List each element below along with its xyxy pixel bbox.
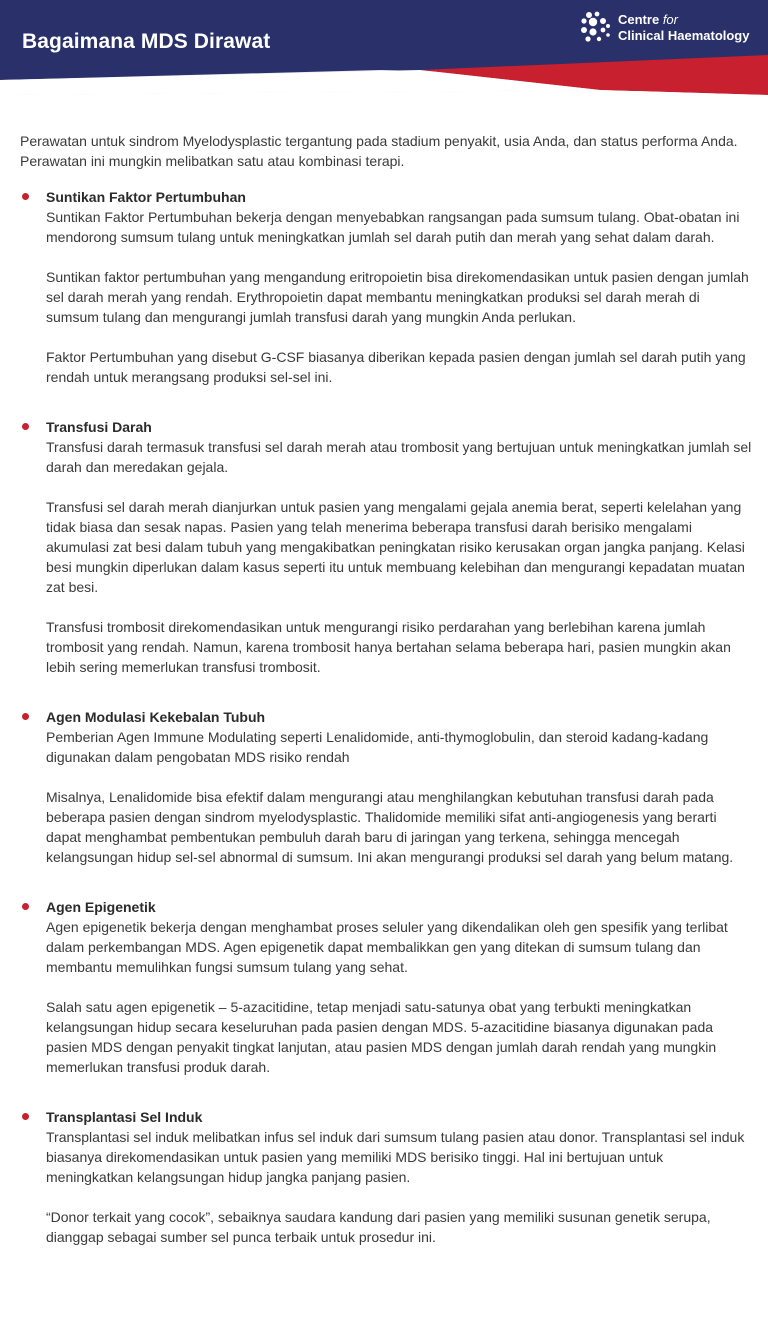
section-paragraph: Suntikan faktor pertumbuhan yang mengandung eritropoietin bisa direkomendasikan untuk pasien dengan jumlah sel darah merah yang rendah. Erythropoietin dapat membantu meningkatkan produksi sel darah merah di sumsum tulang dan mengurangi jumlah transfusi darah yang mungkin Anda perlukan. bbox=[46, 269, 749, 325]
centre-logo bbox=[580, 10, 760, 46]
section-heading: Agen Epigenetik bbox=[46, 899, 156, 915]
section-immune-modulation bbox=[20, 707, 752, 867]
section-blood-transfusion bbox=[20, 417, 752, 677]
bullet-icon bbox=[22, 423, 29, 430]
page-header bbox=[0, 0, 768, 95]
section-paragraph: “Donor terkait yang cocok”, sebaiknya saudara kandung dari pasien yang memiliki susunan genetik serupa, dianggap sebagai sumber sel punca terbaik untuk prosedur ini. bbox=[46, 1209, 711, 1245]
section-growth-factor bbox=[20, 187, 752, 387]
intro-paragraph: Perawatan untuk sindrom Myelodysplastic tergantung pada stadium penyakit, usia Anda, dan status performa Anda. Perawatan ini mungkin melibatkan satu atau kombinasi terapi. bbox=[20, 133, 738, 169]
page-title: Bagaimana MDS Dirawat bbox=[22, 30, 271, 53]
section-stem-cell-transplant bbox=[20, 1107, 752, 1247]
section-heading: Suntikan Faktor Pertumbuhan bbox=[46, 189, 246, 205]
section-paragraph: Salah satu agen epigenetik – 5-azacitidine, tetap menjadi satu-satunya obat yang terbukti meningkatkan kelangsungan hidup secara keseluruhan pada pasien dengan MDS. 5-azacitidine biasanya digunakan pada pasien MDS dengan penyakit tingkat lanjutan, atau pasien MDS dengan jumlah darah rendah yang mungkin memerlukan transfusi produk darah. bbox=[46, 999, 717, 1075]
section-paragraph: Faktor Pertumbuhan yang disebut G-CSF biasanya diberikan kepada pasien dengan jumlah sel darah putih yang rendah untuk merangsang produksi sel-sel ini. bbox=[46, 349, 746, 385]
section-paragraph: Transfusi darah termasuk transfusi sel darah merah atau trombosit yang bertujuan untuk meningkatkan jumlah sel darah dan meredakan gejala. bbox=[46, 439, 752, 475]
logo-text-line1: Centre for bbox=[618, 12, 678, 27]
logo-dots-icon bbox=[580, 10, 614, 44]
bullet-icon bbox=[22, 903, 29, 910]
section-paragraph: Transfusi trombosit direkomendasikan untuk mengurangi risiko perdarahan yang berlebihan karena jumlah trombosit yang rendah. Namun, karena trombosit hanya bertahan selama beberapa hari, pasien mungkin akan lebih sering memerlukan transfusi trombosit. bbox=[46, 619, 731, 675]
section-heading: Transplantasi Sel Induk bbox=[46, 1109, 203, 1125]
bullet-icon bbox=[22, 713, 29, 720]
article-body bbox=[20, 131, 752, 1277]
section-paragraph: Suntikan Faktor Pertumbuhan bekerja dengan menyebabkan rangsangan pada sumsum tulang. Obat-obatan ini mendorong sumsum tulang untuk meningkatkan jumlah sel darah putih dan merah yang sehat dalam darah. bbox=[46, 209, 740, 245]
section-paragraph: Pemberian Agen Immune Modulating seperti Lenalidomide, anti-thymoglobulin, dan steroid kadang-kadang digunakan dalam pengobatan MDS risiko rendah bbox=[46, 729, 709, 765]
section-paragraph: Transfusi sel darah merah dianjurkan untuk pasien yang mengalami gejala anemia berat, seperti kelelahan yang tidak biasa dan sesak napas. Pasien yang telah menerima beberapa transfusi darah berisiko mengalami akumulasi zat besi dalam tubuh yang mengakibatkan peningkatan risiko kerusakan organ jangka panjang. Kelasi besi mungkin diperlukan dalam kasus seperti itu untuk membuang kelebihan dan mengurangi kepadatan muatan zat besi. bbox=[46, 499, 745, 595]
bullet-icon bbox=[22, 193, 29, 200]
section-heading: Agen Modulasi Kekebalan Tubuh bbox=[46, 709, 266, 725]
section-heading: Transfusi Darah bbox=[46, 419, 152, 435]
section-paragraph: Agen epigenetik bekerja dengan menghambat proses seluler yang dikendalikan oleh gen spesifik yang terlibat dalam perkembangan MDS. Agen epigenetik dapat membalikkan gen yang ditekan di sumsum tulang dan membantu memulihkan fungsi sumsum tulang yang sehat. bbox=[46, 919, 728, 975]
section-paragraph: Transplantasi sel induk melibatkan infus sel induk dari sumsum tulang pasien atau donor. Transplantasi sel induk biasanya direkomendasikan untuk pasien yang memiliki MDS berisiko tinggi. Hal ini bertujuan untuk meningkatkan kelangsungan hidup jangka panjang pasien. bbox=[46, 1129, 745, 1185]
bullet-icon bbox=[22, 1113, 29, 1120]
section-epigenetic bbox=[20, 897, 752, 1077]
logo-text-line2: Clinical Haematology bbox=[618, 28, 750, 43]
section-paragraph: Misalnya, Lenalidomide bisa efektif dalam mengurangi atau menghilangkan kebutuhan transfusi darah pada beberapa pasien dengan sindrom myelodysplastic. Thalidomide memiliki sifat anti-angiogenesis yang berarti dapat menghambat pembentukan pembuluh darah baru di jaringan yang terkena, sehingga mencegah kelangsungan hidup sel-sel abnormal di sumsum. Ini akan mengurangi produksi sel darah yang belum matang. bbox=[46, 789, 734, 865]
